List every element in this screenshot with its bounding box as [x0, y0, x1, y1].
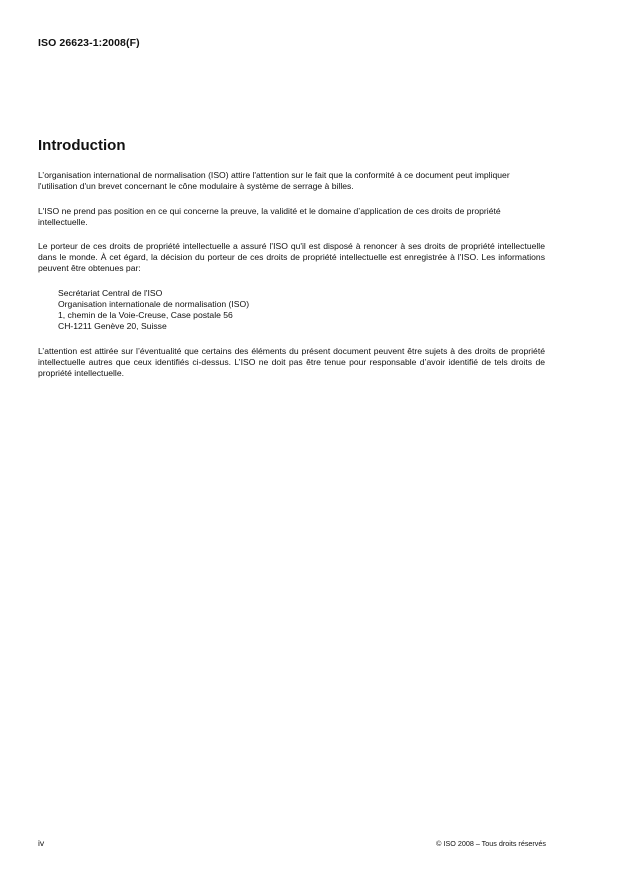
document-reference: ISO 26623-1:2008(F)	[38, 37, 140, 49]
paragraph-iso-position: L'ISO ne prend pas position en ce qui concerne la preuve, la validité et le domaine d’application de ces droits de propriété intellectuelle.	[38, 205, 501, 227]
copyright-notice: © ISO 2008 – Tous droits réservés	[436, 839, 546, 848]
section-title: Introduction	[38, 137, 126, 154]
address-line: Secrétariat Central de l'ISO	[58, 287, 163, 298]
contact-address	[58, 288, 545, 332]
address-line: 1, chemin de la Voie-Creuse, Case postale 56	[58, 310, 233, 321]
address-line: Organisation internationale de normalisation (ISO)	[58, 298, 250, 309]
section-body	[38, 170, 545, 392]
paragraph-other-rights: L’attention est attirée sur l’éventualité que certains des éléments du présent document peuvent être sujets à des droits de propriété intellectuelle autres que ceux identifiés ci-dessus. L’ISO ne doit pas être tenue pour responsable d’avoir identifié de tels droits de propriété intellectuelle.	[38, 345, 545, 378]
paragraph-patent-notice: L’organisation international de normalisation (ISO) attire l'attention sur le fait que la conformité à ce document peut impliquer l'utilisation d'un brevet concernant le cône modulaire à système de serrage à billes.	[38, 170, 510, 192]
paragraph-rights-holder: Le porteur de ces droits de propriété intellectuelle a assuré l'ISO qu'il est disposé à renoncer à ses droits de propriété intellectuelle dans le monde. À cet égard, la décision du porteur de ces droits de propriété intellectuelle est enregistrée à l'ISO. Les informations peuvent être obtenues par:	[38, 241, 545, 274]
page-number: iv	[38, 838, 45, 848]
address-line: CH-1211 Genève 20, Suisse	[58, 321, 167, 332]
